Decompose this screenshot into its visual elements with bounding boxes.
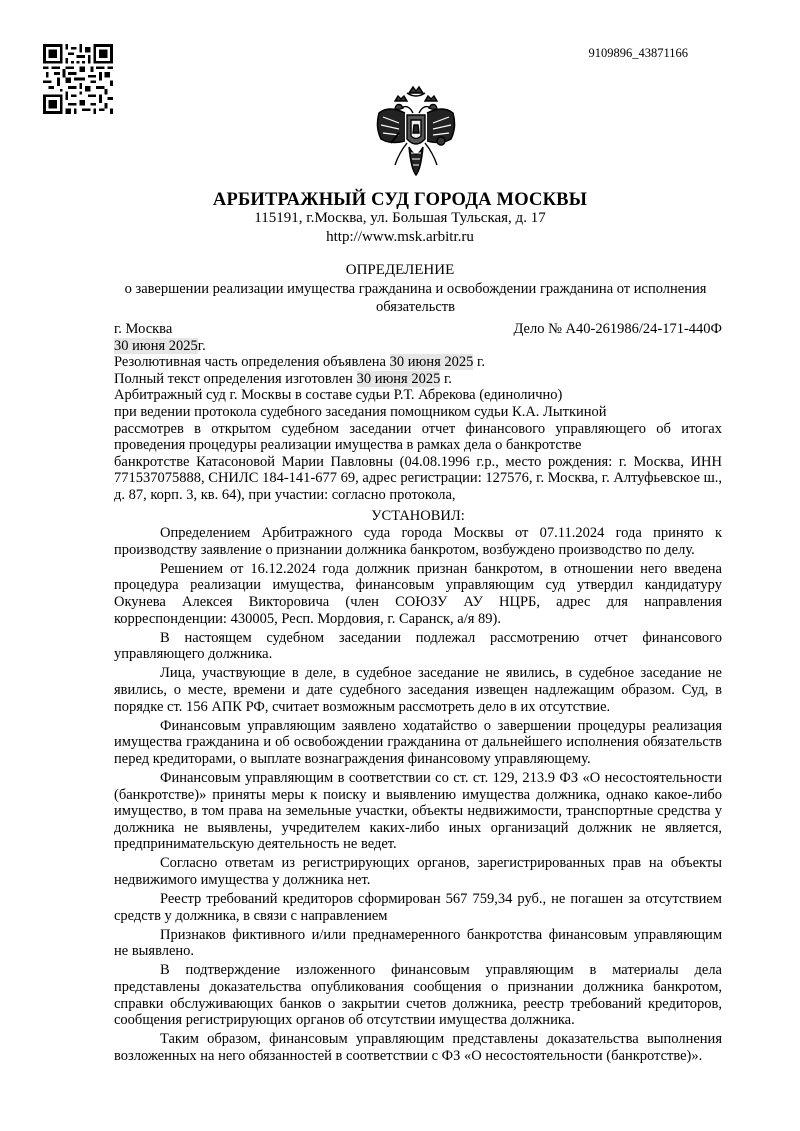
paragraph: Финансовым управляющим заявлено ходатайство о завершении процедуры реализация имущества гражданина и об освобождении гражданина от дальнейшего исполнения обязательств перед кредиторами, о выплате вознаграждения финансовому управляющему. bbox=[114, 717, 722, 767]
paragraph: Таким образом, финансовым управляющим представлены доказательства выполнения возложенных на него обязанностей в соответствии с ФЗ «О несостоятельности (банкротстве)». bbox=[114, 1031, 722, 1064]
debtor-info: банкротстве Катасоновой Марии Павловны (04.08.1996 г.р., место рождения: г. Москва, ИНН 771537075888, СНИЛС 184-141-677 69, адрес регистрации: 127576, г. Москва, г. Алтуфьевское ш., д. 87, корп. 3, кв. 64), при участии: согласно протокола, bbox=[114, 453, 722, 503]
document-id: 9109896_43871166 bbox=[588, 46, 688, 60]
resolutive-date-line: Резолютивная часть определения объявлена 30 июня 2025 г. bbox=[114, 354, 485, 371]
qr-code bbox=[43, 44, 113, 114]
paragraph: Реестр требований кредиторов сформирован 567 759,34 руб., не погашен за отсутствием средств у должника, в связи с направлением bbox=[114, 891, 722, 924]
court-address: 115191, г.Москва, ул. Большая Тульская, д. 17 bbox=[254, 210, 546, 226]
decision-date-value: 30 июня 2025 bbox=[114, 337, 198, 354]
established-heading: УСТАНОВИЛ: bbox=[371, 507, 465, 524]
paragraph: Определением Арбитражного суда города Москвы от 07.11.2024 года принято к производству заявление о признании должника банкротом, возбуждено производство по делу. bbox=[114, 525, 722, 558]
city-case-row bbox=[114, 321, 722, 338]
paragraphs bbox=[114, 525, 722, 1064]
city: г. Москва bbox=[114, 321, 173, 337]
paragraph: Финансовым управляющим в соответствии со ст. ст. 129, 213.9 ФЗ «О несостоятельности (банкротстве)» приняты меры к поиску и выявлению имущества должника, однако какое-либо имущество, в том права на земельные участки, объекты недвижимости, транспортные средства у должника не выявлены, учредителем каких-либо иных организаций должник не является, предпринимательскую деятельность не ведет. bbox=[114, 769, 722, 853]
fulltext-date-line: Полный текст определения изготовлен 30 июня 2025 г. bbox=[114, 370, 452, 387]
paragraph: В настоящем судебном заседании подлежал рассмотрению отчет финансового управляющего должника. bbox=[114, 629, 722, 663]
fulltext-date: 30 июня 2025 bbox=[356, 370, 441, 387]
court-composition: Арбитражный суд г. Москвы в составе судьи Р.Т. Абрекова (единолично) bbox=[114, 387, 563, 404]
resolutive-date: 30 июня 2025 bbox=[389, 354, 474, 371]
paragraph: Решением от 16.12.2024 года должник признан банкротом, в отношении него введена процедура реализации имущества, финансовым управляющим суд утвердил кандидатуру Окунева Алексея Викторовича (член СОЮЗУ АУ НЦРБ, адрес для направления корреспонденции: 430005, Респ. Мордовия, г. Саранск, а/я 89). bbox=[114, 560, 722, 627]
document-type: ОПРЕДЕЛЕНИЕ bbox=[345, 262, 455, 278]
paragraph: Признаков фиктивного и/или преднамеренного банкротства финансовым управляющим не выявлено. bbox=[114, 926, 722, 960]
court-name: АРБИТРАЖНЫЙ СУД ГОРОДА МОСКВЫ bbox=[212, 190, 588, 210]
paragraph: В подтверждение изложенного финансовым управляющим в материалы дела представлены доказательства опубликования сообщения о признании должника банкротом, справки обслуживающих банков о закрытии счетов должника, реестр требований кредиторов, сообщения регистрирующих органов об отсутствии имущества должника. bbox=[114, 962, 722, 1029]
court-url: http://www.msk.arbitr.ru bbox=[326, 229, 474, 245]
paragraph: Лица, участвующие в деле, в судебное заседание не явились, в судебное заседание не явились, о месте, времени и дате судебного заседания извещен надлежащим образом. Суд, в порядке ст. 156 АПК РФ, считает возможным рассмотреть дело в их отсутствие. bbox=[114, 665, 722, 715]
document-body bbox=[114, 321, 722, 1065]
paragraph: Согласно ответам из регистрирующих органов, зарегистрированных прав на объекты недвижимого имущества у должника нет. bbox=[114, 855, 722, 888]
document-subtitle: о завершении реализации имущества гражданина и освобождении гражданина от исполнения обязательств bbox=[124, 281, 707, 315]
protocol-line: при ведении протокола судебного заседания помощником судьи К.А. Лыткиной bbox=[114, 403, 607, 420]
coat-of-arms-icon bbox=[369, 83, 463, 181]
decision-date: 30 июня 2025г. bbox=[114, 337, 206, 354]
case-number: Дело № А40-261986/24-171-440Ф bbox=[513, 321, 722, 337]
considering-line: рассмотрев в открытом судебном заседании отчет финансового управляющего об итогах проведения процедуры реализации имущества в рамках дела о банкротстве bbox=[114, 420, 722, 454]
